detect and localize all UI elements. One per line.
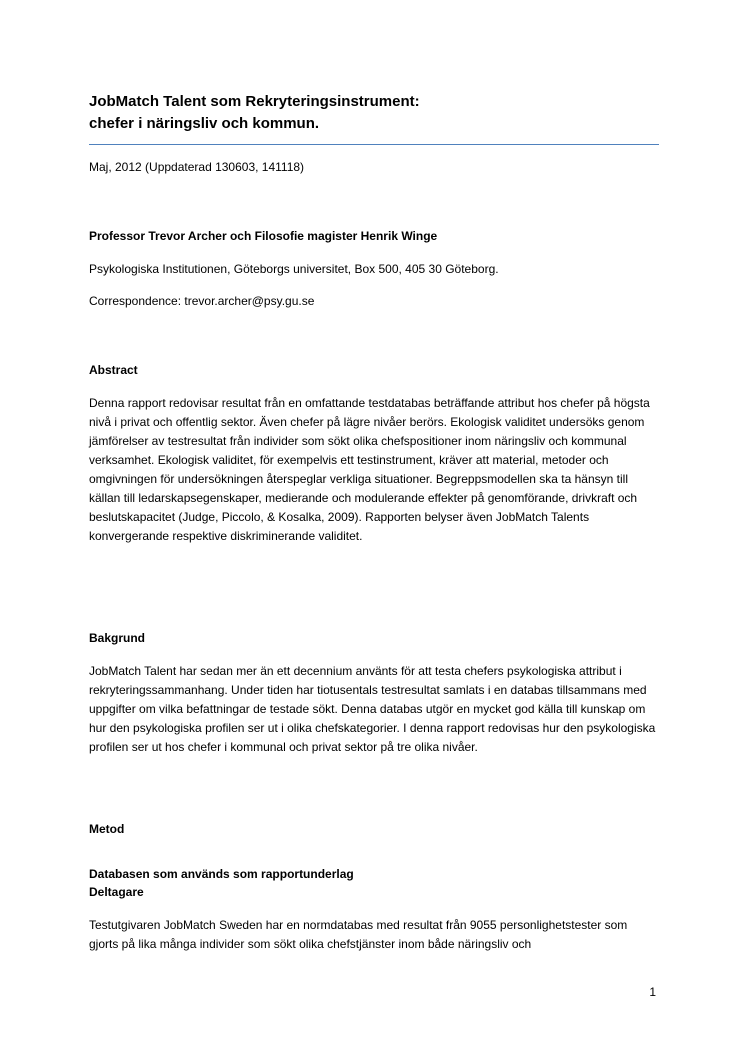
participants-text: Testutgivaren JobMatch Sweden har en normdatabas med resultat från 9055 personlighetstester som gjorts på lika många individer som sökt olika chefstjänster inom både näringsliv och [89,918,628,951]
correspondence: Correspondence: trevor.archer@psy.gu.se [89,294,315,308]
method-heading: Metod [89,822,125,836]
database-heading: Databasen som används som rapportunderlag [89,867,354,881]
page-number: 1 [649,985,656,999]
document-title [89,91,659,145]
affiliation: Psykologiska Institutionen, Göteborgs universitet, Box 500, 405 30 Göteborg. [89,262,499,276]
title-line-2: chefer i näringsliv och kommun. [89,115,320,132]
abstract-text: Denna rapport redovisar resultat från en omfattande testdatabas beträffande attribut hos chefer på högsta nivå i privat och offentlig sektor. Även chefer på lägre nivåer berörs. Ekologisk validitet undersöks genom jämförelser av testresultat från individer som sökt olika chefspositioner inom näringsliv och kommunal verksamhet. Ekologisk validitet, för exempelvis ett testinstrument, kräver att material, metoder och omgivningen för undersökningen återspeglar verkliga situationer. Begreppsmodellen ska ta hänsyn till källan till ledarskapsegenskaper, medierande och modulerande effekter på genomförande, drivkraft och beslutskapacitet (Judge, Piccolo, & Kosalka, 2009). Rapporten belyser även JobMatch Talents konvergerande respektive diskriminerande validitet. [89,396,650,543]
participants-subheading: Deltagare [89,885,144,899]
authors: Professor Trevor Archer och Filosofie magister Henrik Winge [89,229,438,243]
publication-date: Maj, 2012 (Uppdaterad 130603, 141118) [89,160,305,174]
background-text: JobMatch Talent har sedan mer än ett decennium använts för att testa chefers psykologiska attribut i rekryteringssammanhang. Under tiden har tiotusentals testresultat samlats i en databas tillsammans med uppgifter om vilka befattningar de testade sökt. Denna databas utgör en mycket god källa till kunskap om hur den psykologiska profilen ser ut i olika chefskategorier. I denna rapport redovisas hur den psykologiska profilen ser ut hos chefer i kommunal och privat sektor på tre olika nivåer. [89,664,656,754]
title-line-1: JobMatch Talent som Rekryteringsinstrument: [89,93,420,110]
background-heading: Bakgrund [89,631,146,645]
abstract-heading: Abstract [89,363,138,377]
